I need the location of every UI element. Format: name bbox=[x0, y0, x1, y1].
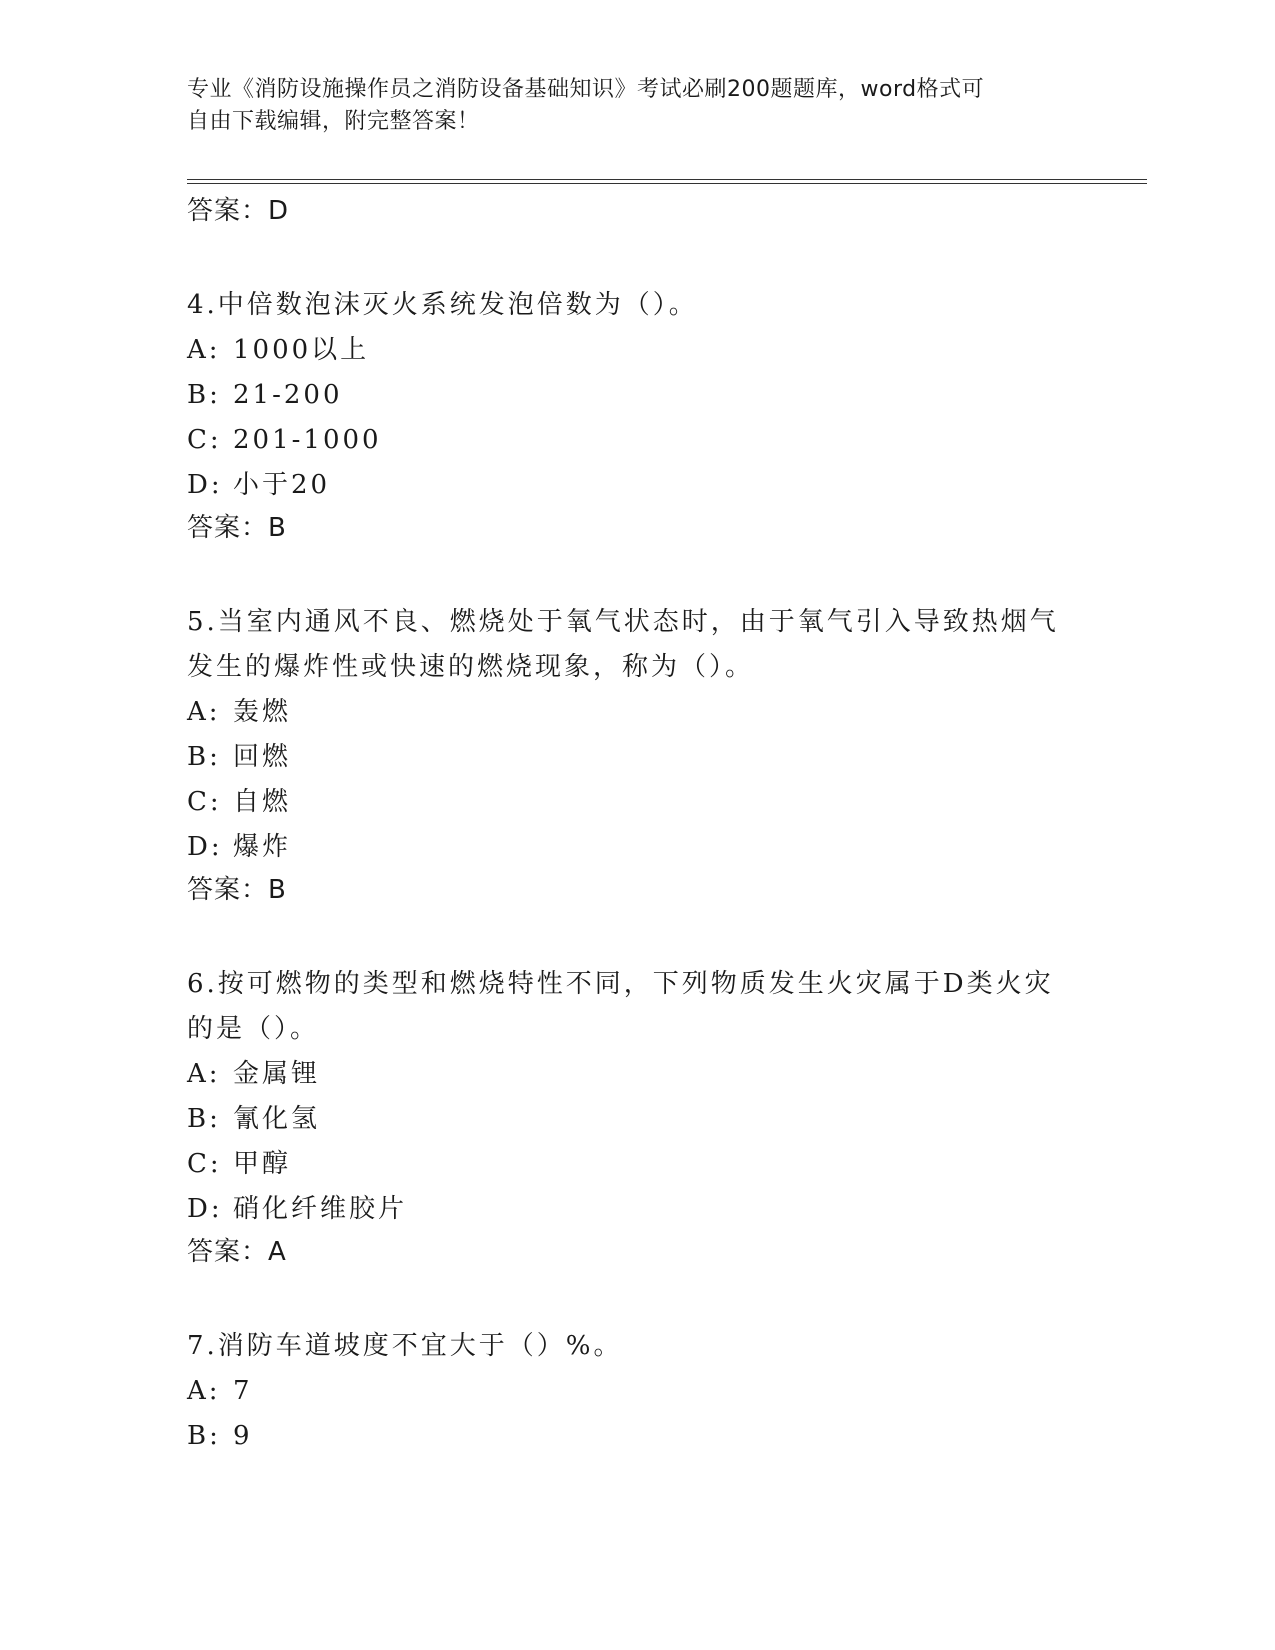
option-label: A: bbox=[187, 697, 221, 727]
option-text: 自燃 bbox=[233, 787, 292, 817]
answer-line: 答案：D bbox=[187, 196, 290, 226]
option-item bbox=[187, 1052, 1087, 1097]
option-item bbox=[187, 1187, 1087, 1232]
option-item bbox=[187, 735, 1087, 780]
option-item bbox=[187, 1097, 1087, 1142]
option-label: B: bbox=[187, 742, 221, 772]
question-block bbox=[187, 283, 1087, 554]
option-label: D: bbox=[187, 832, 223, 862]
option-text: 回燃 bbox=[233, 742, 292, 772]
option-text: 硝化纤维胶片 bbox=[233, 1194, 408, 1224]
option-item bbox=[187, 825, 1087, 870]
option-item bbox=[187, 1369, 1087, 1414]
option-text: 小于20 bbox=[233, 470, 331, 500]
header-line-2: 自由下载编辑，附完整答案！ bbox=[187, 109, 480, 134]
option-text: 爆炸 bbox=[233, 832, 292, 862]
document-header bbox=[187, 74, 1067, 138]
header-divider-bottom bbox=[187, 183, 1147, 184]
question-text: 5.当室内通风不良、燃烧处于氧气状态时，由于氧气引入导致热烟气 bbox=[187, 607, 1059, 637]
spacer bbox=[187, 916, 1087, 962]
question-list bbox=[187, 191, 1087, 1459]
spacer bbox=[187, 1278, 1087, 1324]
answer-line: 答案：A bbox=[187, 1237, 287, 1267]
option-text: 9 bbox=[233, 1421, 253, 1451]
option-label: B: bbox=[187, 1104, 221, 1134]
question-text: 7.消防车道坡度不宜大于（）%。 bbox=[187, 1331, 623, 1361]
option-text: 金属锂 bbox=[233, 1059, 321, 1089]
option-item bbox=[187, 1414, 1087, 1459]
question-text: 发生的爆炸性或快速的燃烧现象，称为（）。 bbox=[187, 652, 755, 682]
option-label: A: bbox=[187, 1376, 221, 1406]
question-text: 的是（）。 bbox=[187, 1014, 320, 1044]
option-text: 7 bbox=[233, 1376, 253, 1406]
option-item bbox=[187, 328, 1087, 373]
question-block bbox=[187, 1324, 1087, 1459]
option-text: 21-200 bbox=[233, 380, 343, 410]
option-item bbox=[187, 780, 1087, 825]
option-label: B: bbox=[187, 380, 221, 410]
question-block bbox=[187, 600, 1087, 916]
option-label: B: bbox=[187, 1421, 221, 1451]
option-text: 甲醇 bbox=[233, 1149, 292, 1179]
header-divider-top bbox=[187, 179, 1147, 180]
option-item bbox=[187, 373, 1087, 418]
option-text: 氰化氢 bbox=[233, 1104, 321, 1134]
option-label: A: bbox=[187, 1059, 221, 1089]
option-text: 201-1000 bbox=[233, 425, 382, 455]
question-text: 4.中倍数泡沫灭火系统发泡倍数为（）。 bbox=[187, 290, 698, 320]
option-label: C: bbox=[187, 425, 222, 455]
option-text: 1000以上 bbox=[233, 335, 370, 365]
question-text: 6.按可燃物的类型和燃烧特性不同，下列物质发生火灾属于D类火灾 bbox=[187, 969, 1054, 999]
option-item bbox=[187, 690, 1087, 735]
header-line-1: 专业《消防设施操作员之消防设备基础知识》考试必刷200题题库，word格式可 bbox=[187, 77, 985, 102]
spacer bbox=[187, 237, 1087, 283]
option-label: D: bbox=[187, 470, 223, 500]
option-label: C: bbox=[187, 1149, 222, 1179]
option-text: 轰燃 bbox=[233, 697, 292, 727]
option-label: D: bbox=[187, 1194, 223, 1224]
option-item bbox=[187, 463, 1087, 508]
question-block bbox=[187, 962, 1087, 1278]
option-item bbox=[187, 418, 1087, 463]
option-item bbox=[187, 1142, 1087, 1187]
answer-line: 答案：B bbox=[187, 513, 287, 543]
answer-line: 答案：B bbox=[187, 875, 287, 905]
option-label: C: bbox=[187, 787, 222, 817]
spacer bbox=[187, 554, 1087, 600]
option-label: A: bbox=[187, 335, 221, 365]
